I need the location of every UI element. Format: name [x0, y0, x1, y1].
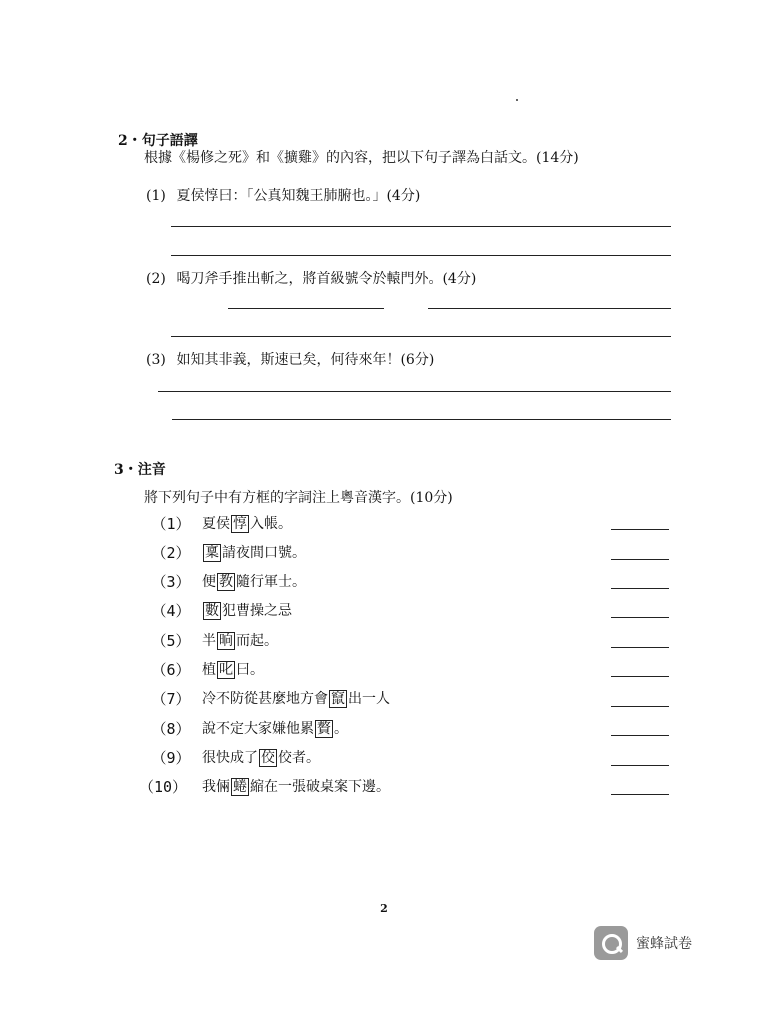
item-text: 冷不防從甚麼地方會 — [202, 691, 328, 707]
item-text: 出一人 — [348, 691, 390, 707]
question-number: (2) — [146, 271, 166, 287]
answer-line[interactable] — [172, 419, 671, 420]
item-number: （1） — [151, 514, 191, 533]
answer-blank[interactable] — [611, 617, 669, 618]
section3-instruction: 將下列句子中有方框的字詞注上粵音漢字。(10分) — [144, 490, 453, 506]
boxed-character: 蜷 — [233, 779, 247, 795]
item-text: 請夜間口號。 — [222, 545, 306, 561]
pronunciation-item-1 — [140, 513, 292, 533]
question-text: 夏侯惇曰：「公真知魏王肺腑也。」(4分) — [176, 188, 421, 204]
answer-line[interactable] — [228, 308, 384, 309]
search-logo-icon — [594, 926, 628, 960]
section3-title: 3・注音 — [114, 462, 166, 478]
boxed-character: 佼 — [261, 750, 275, 766]
translation-question-1 — [146, 185, 420, 205]
item-text: 。 — [334, 721, 348, 737]
answer-blank[interactable] — [611, 529, 669, 530]
pronunciation-item-5 — [140, 630, 278, 650]
answer-line[interactable] — [171, 226, 671, 227]
item-number: （10） — [138, 777, 188, 796]
item-number: （8） — [151, 719, 191, 738]
watermark-brand — [594, 926, 692, 960]
answer-blank[interactable] — [611, 588, 669, 589]
answer-blank[interactable] — [611, 676, 669, 677]
item-number: （3） — [151, 572, 191, 591]
boxed-character: 惇 — [233, 516, 247, 532]
translation-question-2 — [146, 268, 476, 288]
pronunciation-item-4 — [140, 600, 292, 620]
answer-blank[interactable] — [611, 647, 669, 648]
answer-blank[interactable] — [611, 765, 669, 766]
item-text: 犯曹操之忌 — [222, 603, 292, 619]
item-text: 縮在一張破桌案下邊。 — [250, 779, 390, 795]
boxed-character: 數 — [205, 603, 219, 619]
question-number: (3) — [146, 352, 166, 368]
answer-line[interactable] — [171, 255, 671, 256]
item-number: （6） — [151, 660, 191, 679]
item-text: 佼者。 — [278, 750, 320, 766]
item-text: 很快成了 — [202, 750, 258, 766]
item-number: （4） — [151, 601, 191, 620]
item-text: 夏侯 — [202, 516, 230, 532]
section2-instruction: 根據《楊修之死》和《擴雞》的內容，把以下句子譯為白話文。(14分) — [144, 150, 579, 166]
answer-line[interactable] — [171, 336, 671, 337]
question-number: (1) — [146, 188, 166, 204]
question-text: 如知其非義，斯速已矣，何待來年！(6分) — [176, 352, 435, 368]
speck — [516, 99, 518, 101]
item-text: 我倆 — [202, 779, 230, 795]
answer-blank[interactable] — [611, 735, 669, 736]
boxed-character: 叱 — [219, 662, 233, 678]
boxed-character: 晌 — [219, 633, 233, 649]
pronunciation-item-7 — [140, 688, 390, 708]
answer-blank[interactable] — [611, 559, 669, 560]
pronunciation-item-9 — [140, 747, 320, 767]
brand-name: 蜜蜂試卷 — [636, 936, 692, 952]
item-text: 隨行軍士。 — [236, 574, 306, 590]
boxed-character: 稟 — [205, 545, 219, 561]
pronunciation-item-8 — [140, 718, 348, 738]
section2-title: 2・句子語譯 — [118, 133, 198, 149]
item-number: （2） — [151, 543, 191, 562]
pronunciation-item-10 — [124, 776, 390, 796]
translation-question-3 — [146, 349, 434, 369]
item-text: 便 — [202, 574, 216, 590]
answer-line[interactable] — [158, 391, 671, 392]
pronunciation-item-3 — [140, 571, 306, 591]
item-number: （5） — [151, 631, 191, 650]
item-text: 入帳。 — [250, 516, 292, 532]
item-text: 曰。 — [236, 662, 264, 678]
item-text: 植 — [202, 662, 216, 678]
pronunciation-item-6 — [140, 659, 264, 679]
boxed-character: 贅 — [317, 721, 331, 737]
question-text: 喝刀斧手推出斬之，將首級號令於轅門外。(4分) — [176, 271, 477, 287]
item-text: 半 — [202, 633, 216, 649]
item-text: 而起。 — [236, 633, 278, 649]
page-number: 2 — [380, 902, 388, 915]
boxed-character: 教 — [219, 574, 233, 590]
pronunciation-item-2 — [140, 542, 306, 562]
answer-line[interactable] — [428, 308, 671, 309]
answer-blank[interactable] — [611, 794, 669, 795]
item-number: （7） — [151, 689, 191, 708]
answer-blank[interactable] — [611, 706, 669, 707]
item-number: （9） — [151, 748, 191, 767]
item-text: 說不定大家嫌他累 — [202, 721, 314, 737]
boxed-character: 竄 — [331, 691, 345, 707]
